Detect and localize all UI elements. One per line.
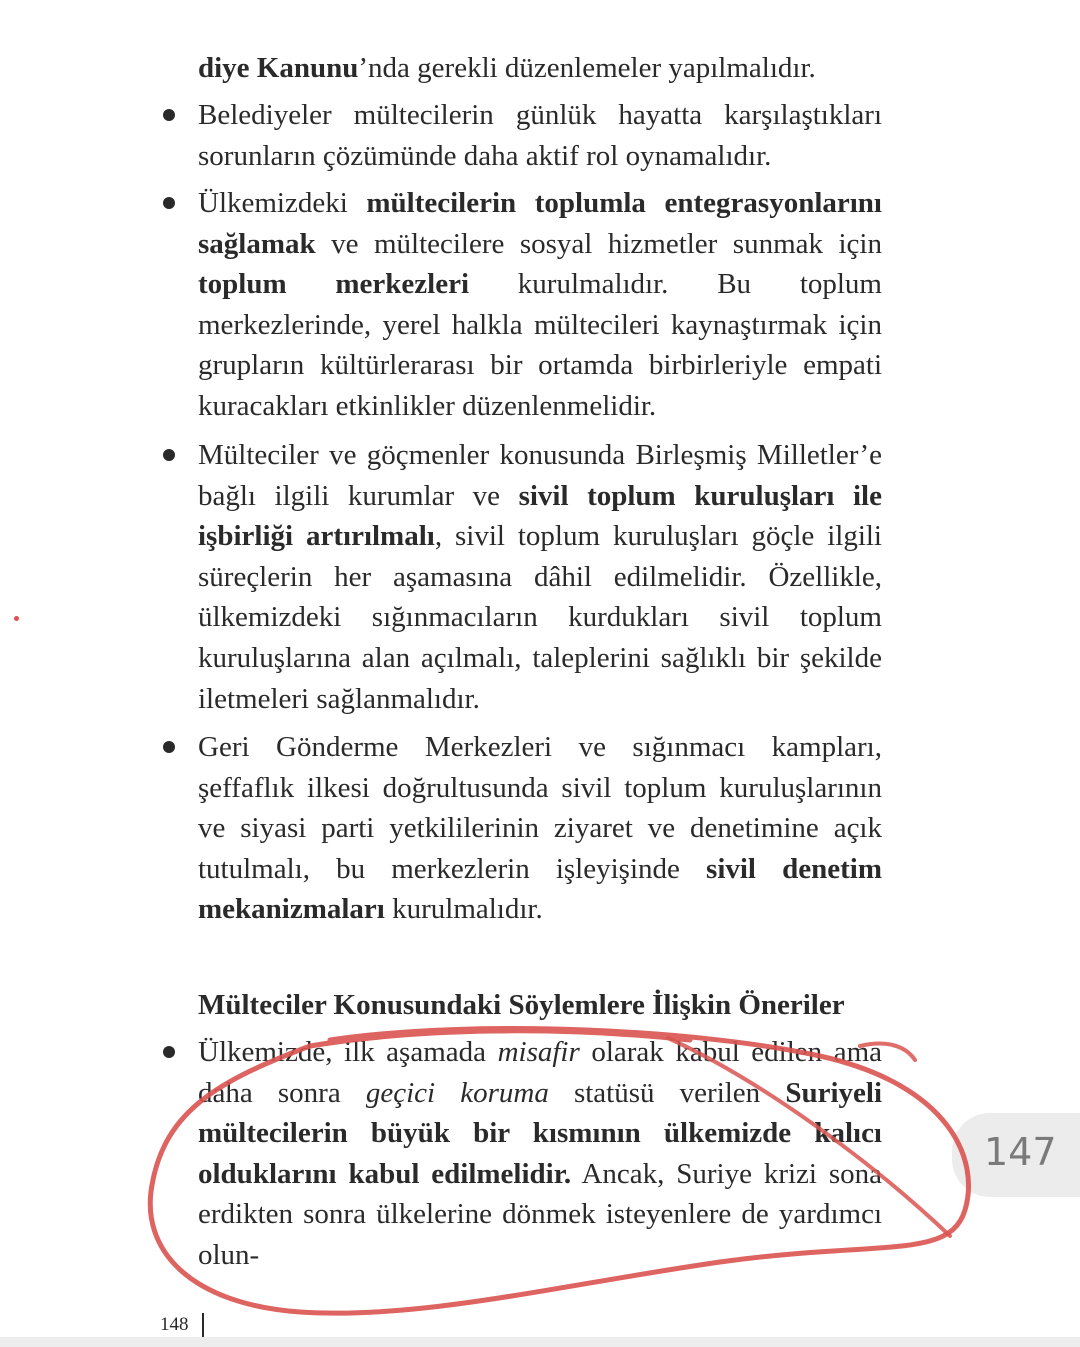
bold-phrase: toplum merkezleri	[198, 268, 470, 301]
bullet-text: Ancak, Suriye krizi sona erdikten sonra ülkelerine dönmek isteyenlere de yardımcı olun-	[198, 1157, 882, 1271]
italic-term: geçici koruma	[365, 1076, 549, 1109]
bold-phrase: Suriyeli mültecilerin büyük bir kısmının ülkemizde kalıcı olduklarını kabul edilmelidir.	[198, 1076, 882, 1190]
italic-term: misafir	[497, 1036, 580, 1068]
bullet-text: Ülkemizdeki	[198, 187, 367, 219]
bullet-dot	[163, 449, 175, 461]
bullet-dot	[163, 109, 175, 121]
bold-phrase: sivil toplum kuruluşları ile işbirliği artırılmalı	[198, 479, 882, 553]
bullet-text: , sivil toplum kuruluşları göçle ilgili süreçlerin her aşamasına dâhil edilmelidir. Özellikle, ülkemizdeki sığınmacıların kurdukları sivil toplum kuruluşlarına alan açılmalı, taleplerini sağlıklı bir şekilde iletmeleri sağlanmalıdır.	[198, 520, 882, 715]
footer-page-number: 148	[160, 1314, 189, 1335]
bullet-text: kurulmalıdır. Bu toplum merkezlerinde, yerel halkla mültecileri kaynaştırmak için grupların kültürlerarası bir ortamda birbirleriyle empati kuracakları etkinlikler düzenlenmelidir.	[198, 268, 882, 422]
bullet-text: Ülkemizde, ilk aşamada	[198, 1036, 498, 1068]
side-page-number: 147	[984, 1130, 1057, 1174]
bullet-item-un-cooperation	[198, 435, 882, 719]
bullet-item-municipalities	[198, 95, 882, 176]
footer-divider	[202, 1313, 204, 1338]
bullet-text: Belediyeler mültecilerin günlük hayatta karşılaştıkları sorunların çözümünde daha aktif rol oynamalıdır.	[198, 99, 882, 172]
bullet-dot	[163, 1046, 175, 1058]
bullet-text: olarak kabul edilen ama daha sonra	[198, 1036, 882, 1109]
bullet-item-deportation-centers	[198, 727, 882, 930]
bold-phrase: sivil denetim mekanizmaları	[198, 852, 882, 926]
section-heading: Mülteciler Konusundaki Söylemlere İlişkin Öneriler	[198, 989, 845, 1021]
bullet-text: Geri Gönderme Merkezleri ve sığınmacı kampları, şeffaflık ilkesi doğrultusunda sivil toplum kuruluşlarının ve siyasi parti yetkililerinin ziyaret ve denetimine açık tutulmalı, bu merkezlerin işleyişinde	[198, 731, 882, 885]
law-name: diye Kanunu	[198, 52, 359, 84]
continuation-paragraph	[198, 48, 882, 89]
bullet-item-syrian-refugees	[198, 1032, 882, 1276]
bullet-text: Mülteciler ve göçmenler konusunda Birleşmiş Milletler’e bağlı ilgili kurumlar ve	[198, 439, 882, 512]
bullet-text: statüsü verilen	[548, 1076, 786, 1109]
bullet-item-community-centers	[198, 183, 882, 427]
bottom-edge	[0, 1337, 1080, 1347]
bullet-text: kurulmalıdır.	[384, 893, 543, 926]
continuation-text: ’nda gerekli düzenlemeler yapılmalıdır.	[358, 52, 816, 84]
bullet-dot	[163, 741, 175, 753]
bullet-text: ve mültecilere sosyal hizmetler sunmak için	[315, 227, 882, 260]
bold-phrase: mültecilerin toplumla entegrasyonlarını sağlamak	[198, 187, 882, 260]
margin-mark	[14, 616, 19, 621]
bullet-dot	[163, 197, 175, 209]
